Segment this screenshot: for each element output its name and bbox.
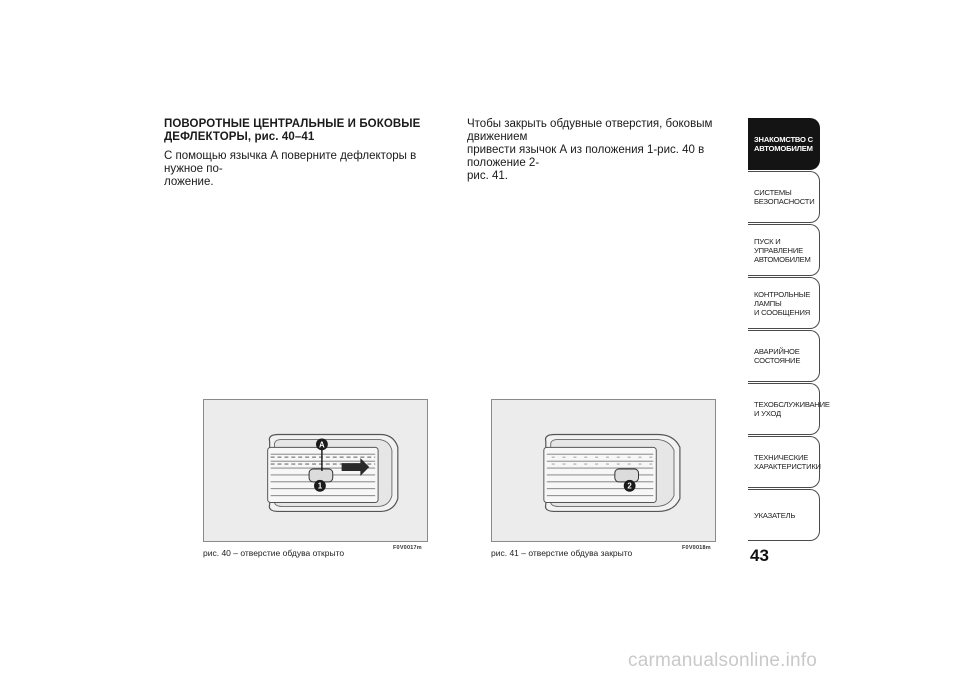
vent-closed-illustration — [492, 400, 715, 541]
tab-starting-driving[interactable] — [748, 224, 820, 276]
figure-41-code: F0V0018m — [682, 545, 711, 551]
left-paragraph — [164, 150, 452, 189]
figure-41-caption: рис. 41 – отверстие обдува закрыто — [491, 548, 633, 558]
tab-emergency[interactable] — [748, 330, 820, 382]
right-column — [467, 118, 747, 183]
tab-label: ТЕХНИЧЕСКИЕ ХАРАКТЕРИСТИКИ — [754, 453, 821, 471]
right-paragraph — [467, 118, 747, 183]
tab-safety[interactable] — [748, 171, 820, 223]
tab-getting-to-know[interactable] — [748, 118, 820, 170]
tab-label: СИСТЕМЫ БЕЗОПАСНОСТИ — [754, 188, 815, 206]
tab-label: ТЕХОБСЛУЖИВАНИЕ И УХОД — [754, 400, 830, 418]
right-body-line-2: привести язычок А из положения 1-рис. 40 в положение 2- — [467, 144, 705, 169]
left-body-line-2: ложение. — [164, 176, 214, 188]
vent-open-illustration — [204, 400, 427, 541]
tab-maintenance[interactable] — [748, 383, 830, 435]
marker-2-label: 2 — [627, 481, 632, 491]
chapter-tabs — [748, 118, 830, 542]
right-body-line-1: Чтобы закрыть обдувные отверстия, боковым движением — [467, 118, 713, 143]
left-column — [164, 118, 452, 189]
marker-a-label: A — [319, 440, 325, 450]
tab-warning-lights[interactable] — [748, 277, 820, 329]
tab-label: ПУСК И УПРАВЛЕНИЕ АВТОМОБИЛЕМ — [754, 236, 811, 264]
tab-technical-data[interactable] — [748, 436, 820, 488]
tab-label: АВАРИЙНОЕ СОСТОЯНИЕ — [754, 347, 801, 365]
left-body-line-1: С помощью язычка А поверните дефлекторы в нужное по- — [164, 150, 417, 175]
section-heading — [164, 118, 452, 144]
heading-line-1: ПОВОРОТНЫЕ ЦЕНТРАЛЬНЫЕ И БОКОВЫЕ — [164, 118, 421, 130]
marker-1-label: 1 — [317, 481, 323, 491]
watermark: carmanualsonline.info — [628, 650, 818, 671]
figure-40-code: F0V0017m — [393, 545, 422, 551]
tab-label: ЗНАКОМСТВО С АВТОМОБИЛЕМ — [754, 135, 813, 153]
tab-index[interactable] — [748, 489, 820, 541]
heading-line-2: ДЕФЛЕКТОРЫ, рис. 40–41 — [164, 131, 315, 143]
tab-label: УКАЗАТЕЛЬ — [754, 510, 796, 520]
right-body-line-3: рис. 41. — [467, 170, 508, 182]
figure-40-caption: рис. 40 – отверстие обдува открыто — [203, 548, 345, 558]
page-number: 43 — [750, 546, 769, 565]
figure-40-vent-open — [203, 399, 428, 542]
figure-41-vent-closed — [491, 399, 716, 542]
tab-label: КОНТРОЛЬНЫЕ ЛАМПЫ И СООБЩЕНИЯ — [754, 289, 811, 317]
